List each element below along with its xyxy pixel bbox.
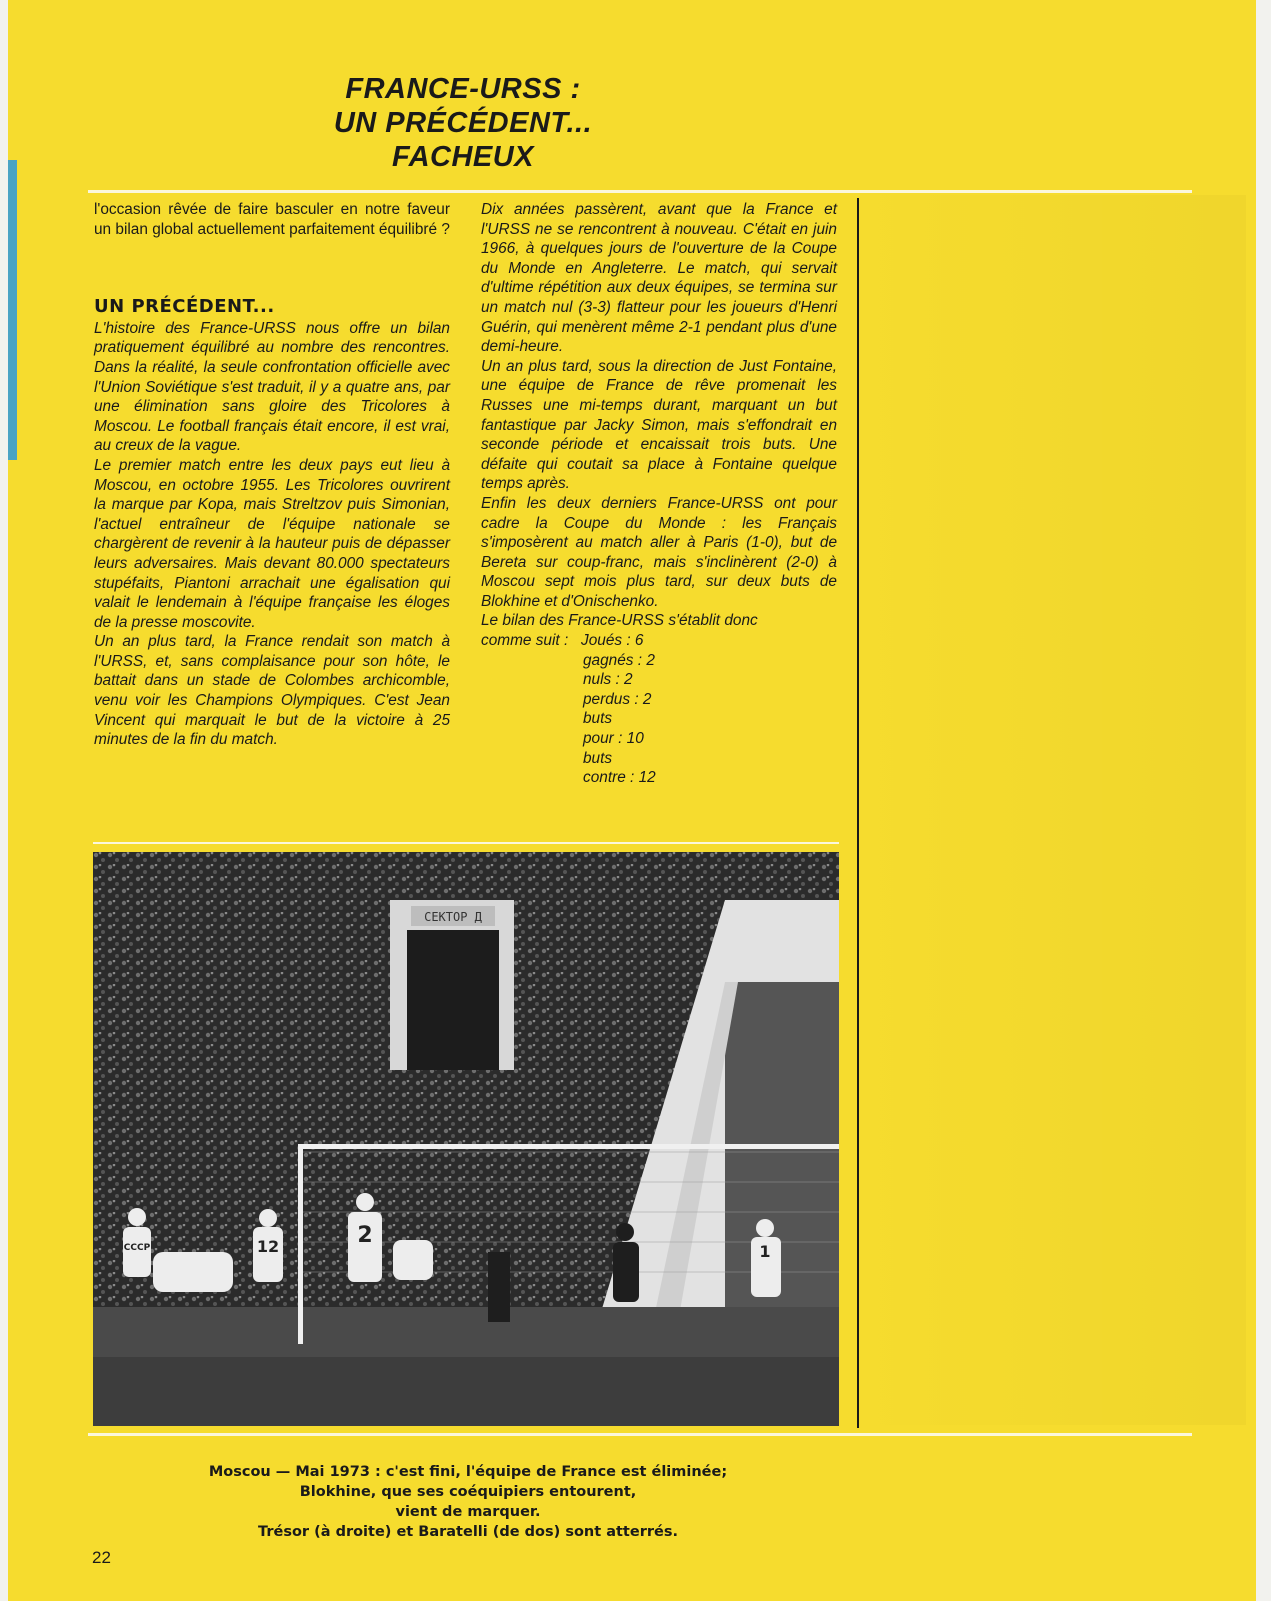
facing-page-shadow bbox=[846, 195, 1246, 1425]
stat-goals-label: buts bbox=[583, 749, 613, 767]
stat-goals-for: pour : 10 bbox=[583, 730, 644, 748]
goal-post bbox=[298, 1144, 303, 1344]
goal-crossbar bbox=[298, 1144, 839, 1149]
title-line-2: UN PRÉCÉDENT... bbox=[333, 107, 593, 139]
article-title bbox=[298, 72, 628, 174]
stat-goals-label: buts bbox=[583, 710, 613, 728]
intro-paragraph: l'occasion rêvée de faire basculer en notre faveur un bilan global actuellement parfaitement équilibré ? bbox=[94, 201, 450, 238]
section-subhead: UN PRÉCÉDENT... bbox=[94, 296, 275, 318]
stat-played: Joués : 6 bbox=[581, 632, 644, 650]
stadium-sign: СЕКТОР Д bbox=[424, 910, 482, 924]
body-paragraph: L'histoire des France-URSS nous offre un bilan pratiquement équilibré au nombre des rencontres. Dans la réalité, la seule confrontation officielle avec l'Union Soviétique s'est traduit, il y a quatre ans, par une élimination sans gloire des Tricolores à Moscou. Le football français était encore, il est vrai, au creux de la vague. bbox=[94, 319, 450, 455]
shirt-number: 1 bbox=[759, 1242, 771, 1261]
stat-won: gagnés : 2 bbox=[583, 651, 655, 669]
body-paragraph: Un an plus tard, la France rendait son match à l'URSS, et, sans complaisance pour son hôte, le battait dans un stade de Colombes archicomble, venu voir les Champions Olympiques. C'est Jean Vincent qui marquait le but de la victoire à 25 minutes de la fin du match. bbox=[94, 633, 450, 749]
stat-draws: nuls : 2 bbox=[583, 671, 633, 689]
title-line-3: FACHEUX bbox=[391, 141, 535, 173]
shirt-number: 12 bbox=[256, 1237, 280, 1256]
column-rule bbox=[857, 198, 859, 1428]
caption-line: Blokhine, que ses coéquipiers entourent, bbox=[299, 1484, 637, 1500]
page-number: 22 bbox=[92, 1548, 111, 1567]
photo-top-rule bbox=[93, 842, 839, 844]
bottom-rule bbox=[88, 1433, 1192, 1436]
match-photo bbox=[93, 852, 839, 1426]
shirt-number: 2 bbox=[357, 1223, 373, 1248]
magazine-page bbox=[8, 0, 1256, 1601]
body-paragraph: Le bilan des France-URSS s'établit donc bbox=[481, 612, 758, 630]
stat-goals-against: contre : 12 bbox=[583, 769, 656, 787]
stat-lost: perdus : 2 bbox=[583, 690, 652, 708]
record-stats bbox=[481, 631, 837, 788]
text-column-1 bbox=[94, 200, 450, 750]
jersey-label: СССР bbox=[123, 1243, 151, 1253]
page-edge-strip bbox=[8, 160, 17, 460]
title-line-1: FRANCE-URSS : bbox=[345, 73, 581, 105]
text-column-2 bbox=[481, 200, 837, 788]
stats-lead: comme suit : bbox=[481, 632, 569, 650]
caption-line: Trésor (à droite) et Baratelli (de dos) sont atterrés. bbox=[258, 1524, 678, 1540]
body-paragraph: Enfin les deux derniers France-URSS ont pour cadre la Coupe du Monde : les Français s'imposèrent au match aller à Paris (1-0), but de Bereta sur coup-franc, mais s'inclinèrent (2-0) à Moscou sept mois plus tard, sur deux buts de Blokhine et d'Onischenko. bbox=[481, 494, 837, 610]
top-rule bbox=[88, 190, 1192, 193]
body-paragraph: Le premier match entre les deux pays eut lieu à Moscou, en octobre 1955. Les Tricolores ouvrirent la marque par Kopa, mais Streltzov puis Simonian, l'actuel entraîneur de l'équipe nationale se chargèrent de revenir à la hauteur puis de dépasser leurs adversaires. Mais devant 80.000 spectateurs stupéfaits, Piantoni arrachait une égalisation qui valait le lendemain à l'équipe française les éloges de la presse moscovite. bbox=[94, 456, 450, 631]
caption-line: Moscou — Mai 1973 : c'est fini, l'équipe de France est éliminée; bbox=[208, 1464, 728, 1480]
caption-line: vient de marquer. bbox=[395, 1504, 541, 1520]
photo-caption bbox=[148, 1462, 788, 1542]
body-paragraph: Dix années passèrent, avant que la France et l'URSS ne se rencontrent à nouveau. C'était en juin 1966, à quelques jours de l'ouverture de la Coupe du Monde en Angleterre. Le match, qui servait d'ultime répétition aux deux équipes, se termina sur un match nul (3-3) flatteur pour les joueurs d'Henri Guérin, qui menèrent même 2-1 pendant plus d'une demi-heure. bbox=[481, 201, 837, 356]
body-paragraph: Un an plus tard, sous la direction de Just Fontaine, une équipe de France de rêve promenait les Russes une mi-temps durant, marquant un but fantastique par Jacky Simon, mais s'effondrait en seconde période et encaissait trois buts. Une défaite qui coutait sa place à Fontaine quelque temps après. bbox=[481, 357, 837, 493]
